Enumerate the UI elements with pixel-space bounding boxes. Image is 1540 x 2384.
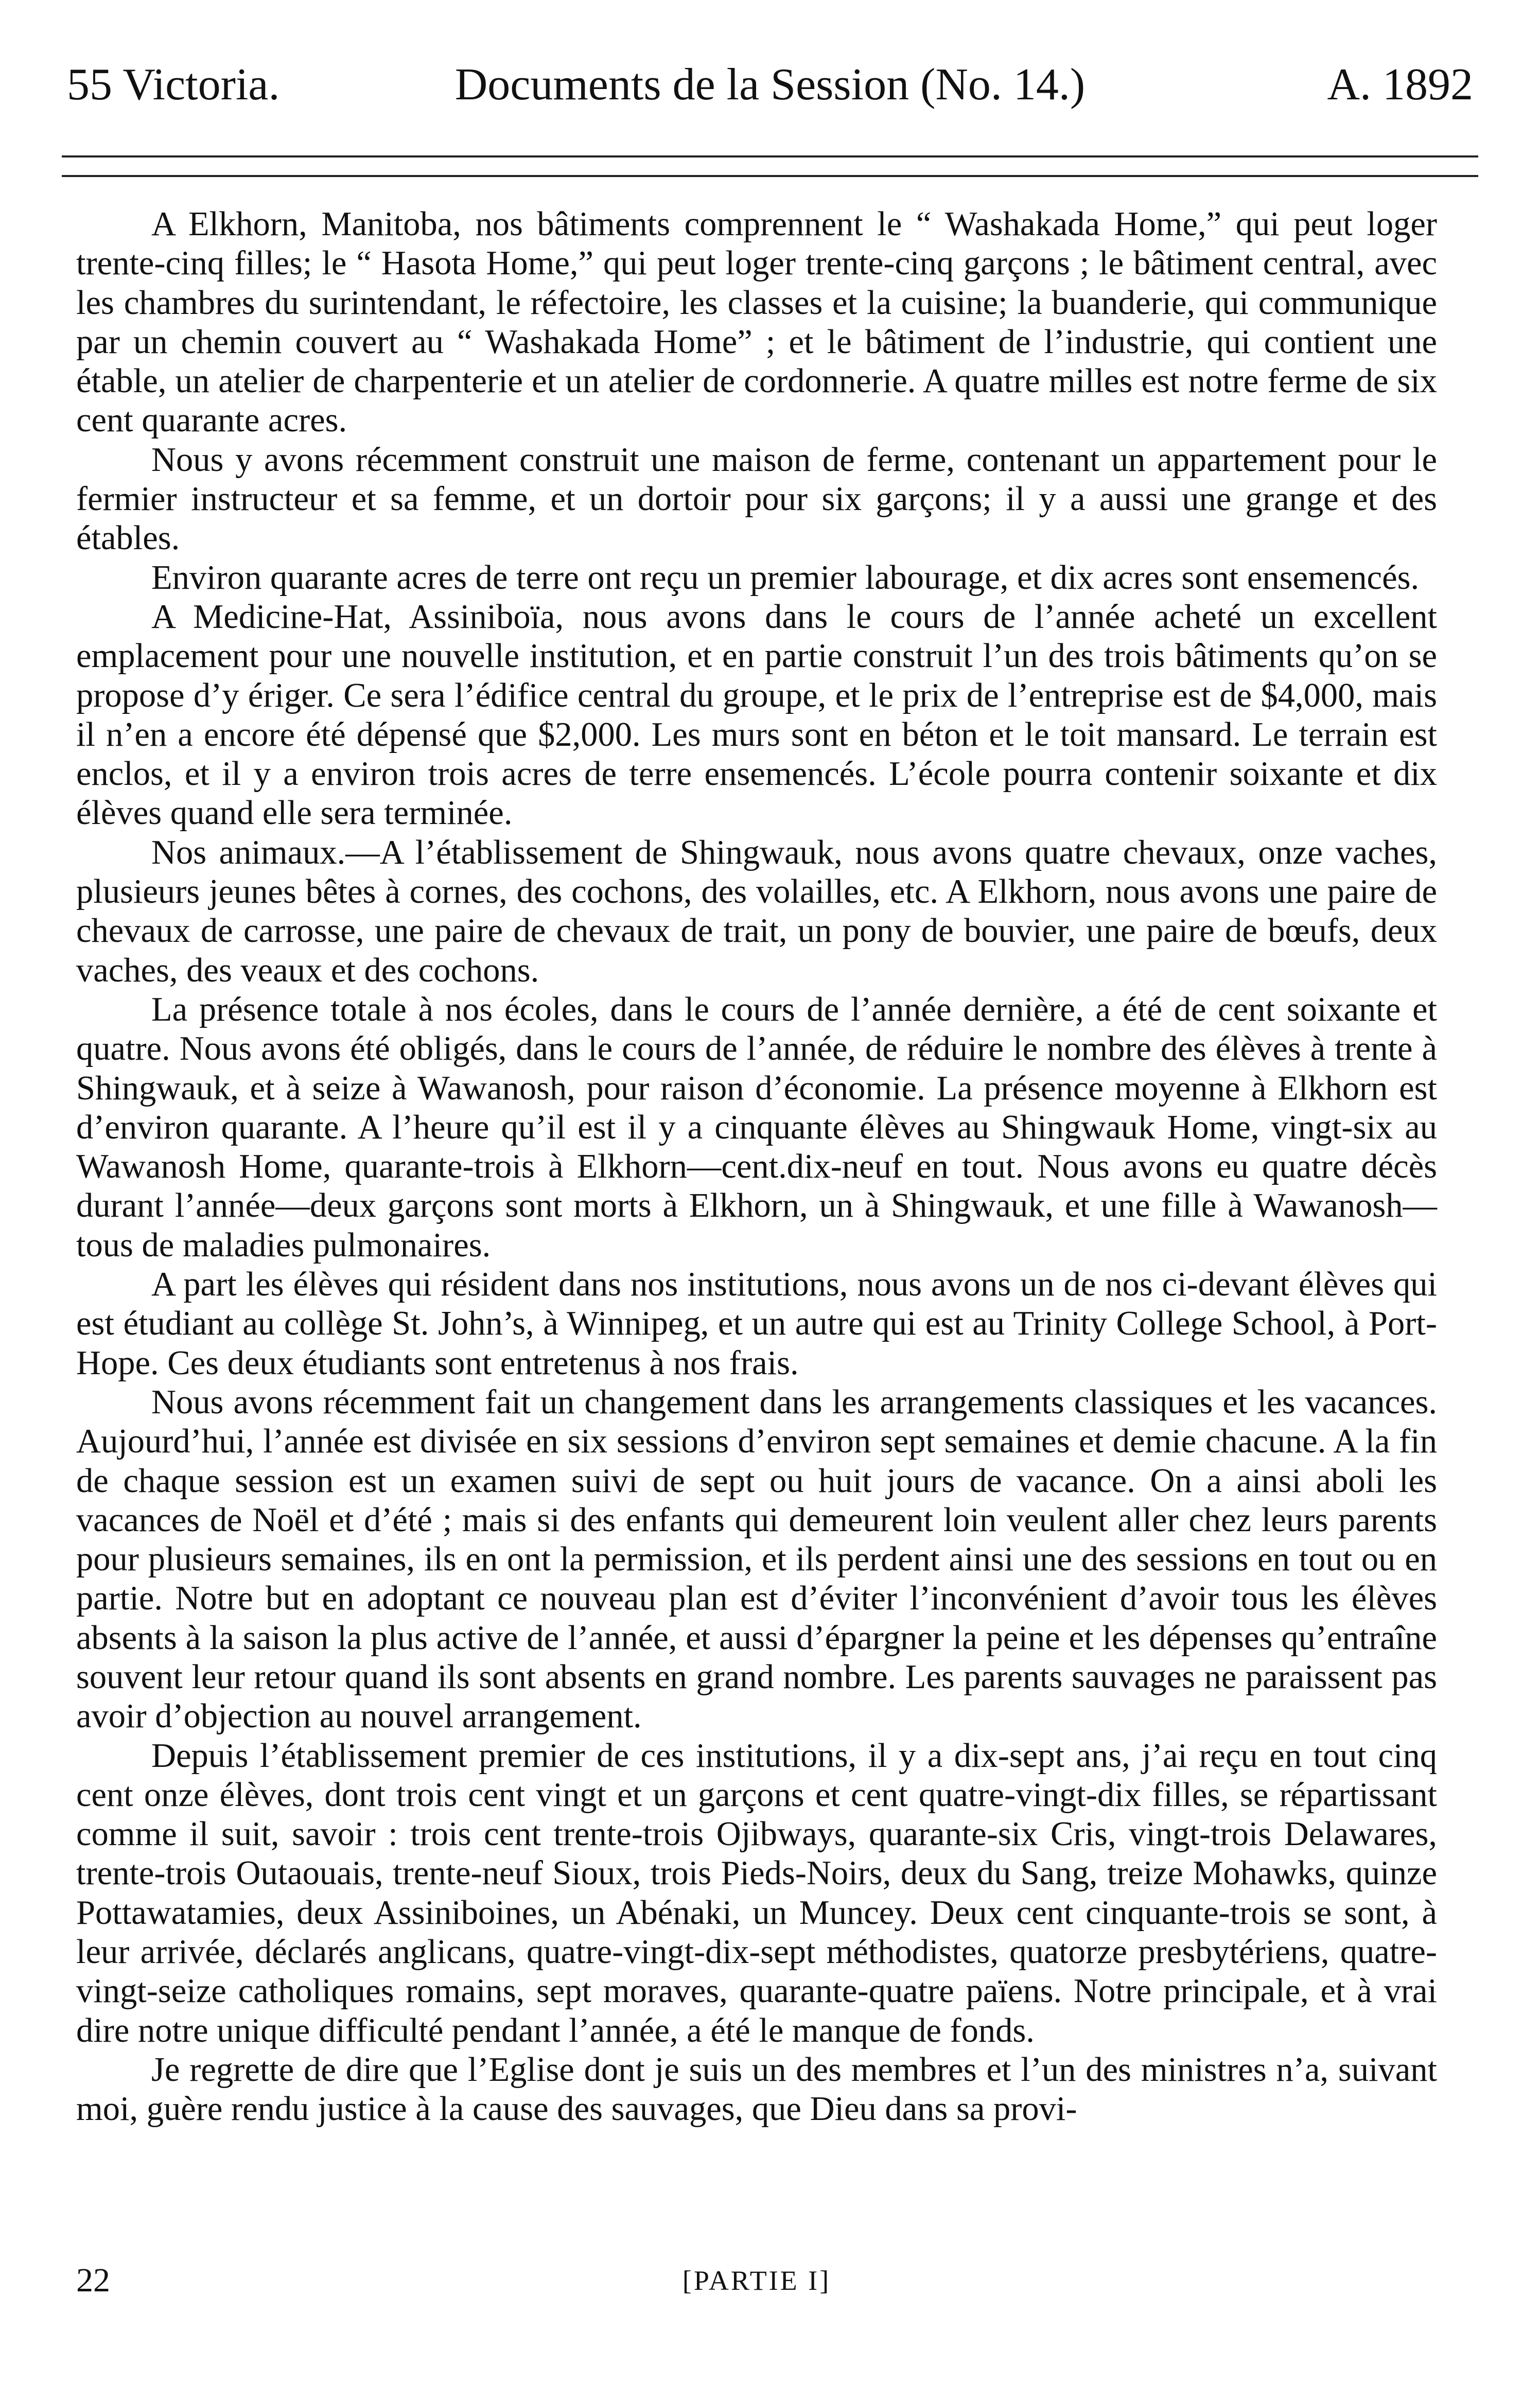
page-footer <box>76 2257 1437 2304</box>
page-number: 22 <box>76 2262 110 2299</box>
paragraph-farm-house: Nous y avons récemment construit une maison de ferme, contenant un appartement pour le fermier instructeur et sa femme, et un dortoir pour six garçons; il y a aussi une grange et des étables. <box>76 441 1437 557</box>
header-regnal-year: 55 Victoria. <box>67 60 280 110</box>
paragraph-vacations: Nous avons récemment fait un changement dans les arrangements classiques et les vacances. Aujourd’hui, l’année est divisée en six sessions d’environ sept semaines et demie chacune. A la fin de chaque session est un examen suivi de sept ou huit jours de vacance. On a ainsi aboli les vacances de Noël et d’été ; mais si des enfants qui demeurent loin veulent aller chez leurs parents pour plusieurs semaines, ils en ont la permission, et ils perdent ainsi une des sessions en tout ou en partie. Notre but en adoptant ce nouveau plan est d’éviter l’inconvénient d’avoir tous les élèves absents à la saison la plus active de l’année, et aussi d’épargner la peine et les dépenses qu’entraîne souvent leur retour quand ils sont absents en grand nombre. Les parents sauvages ne paraissent pas avoir d’objection au nouvel arrangement. <box>76 1383 1437 1736</box>
header-year: A. 1892 <box>1327 60 1473 110</box>
part-label: [PARTIE I] <box>682 2265 831 2296</box>
header-rule-bottom <box>62 175 1478 177</box>
running-header <box>67 57 1473 113</box>
paragraph-former-pupils: A part les élèves qui résident dans nos institutions, nous avons un de nos ci-devant élèves qui est étudiant au collège St. John’s, à Winnipeg, et un autre qui est au Trinity College School, à Port-Hope. Ces deux étudiants sont entretenus à nos frais. <box>76 1266 1437 1382</box>
paragraph-elkhorn-buildings: A Elkhorn, Manitoba, nos bâtiments comprennent le “ Washakada Home,” qui peut loger trente-cinq filles; le “ Hasota Home,” qui peut loger trente-cinq garçons ; le bâtiment central, avec les chambres du surintendant, le réfectoire, les classes et la cuisine; la buanderie, qui communique par un chemin couvert au “ Washakada Home” ; et le bâtiment de l’industrie, qui contient une étable, un atelier de charpenterie et un atelier de cordonnerie. A quatre milles est notre ferme de six cent quarante acres. <box>76 205 1437 440</box>
paragraph-attendance: La présence totale à nos écoles, dans le cours de l’année dernière, a été de cent soixante et quatre. Nous avons été obligés, dans le cours de l’année, de réduire le nombre des élèves à trente à Shingwauk, et à seize à Wawanosh, pour raison d’économie. La présence moyenne à Elkhorn est d’environ quarante. A l’heure qu’il est il y a cinquante élèves au Shingwauk Home, vingt-six au Wawanosh Home, quarante-trois à Elkhorn—cent.dix-neuf en tout. Nous avons eu quatre décès durant l’année—deux garçons sont morts à Elkhorn, un à Shingwauk, et une fille à Wawanosh—tous de maladies pulmonaires. <box>76 990 1437 1264</box>
body-text <box>76 205 1437 2129</box>
header-rule-top <box>62 155 1478 157</box>
paragraph-ploughing: Environ quarante acres de terre ont reçu un premier labourage, et dix acres sont ensemencés. <box>151 558 1420 597</box>
paragraph-medicine-hat: A Medicine-Hat, Assiniboïa, nous avons dans le cours de l’année acheté un excellent emplacement pour une nouvelle institution, et en partie construit l’un des trois bâtiments qu’on se propose d’y ériger. Ce sera l’édifice central du groupe, et le prix de l’entreprise est de $4,000, mais il n’en a encore été dépensé que $2,000. Les murs sont en béton et le toit mansard. Le terrain est enclos, et il y a environ trois acres de terre ensemencés. L’école pourra contenir soixante et dix élèves quand elle sera terminée. <box>76 598 1437 832</box>
header-document-title: Documents de la Session (No. 14.) <box>454 60 1086 110</box>
paragraph-pupil-statistics: Depuis l’établissement premier de ces institutions, il y a dix-sept ans, j’ai reçu en tout cinq cent onze élèves, dont trois cent vingt et un garçons et cent quatre-vingt-dix filles, se répartissant comme il suit, savoir : trois cent trente-trois Ojibways, quarante-six Cris, vingt-trois Delawares, trente-trois Outaouais, trente-neuf Sioux, trois Pieds-Noirs, deux du Sang, treize Mohawks, quinze Pottawatamies, deux Assiniboines, un Abénaki, un Muncey. Deux cent cinquante-trois se sont, à leur arrivée, déclarés anglicans, quatre-vingt-dix-sept méthodistes, quatorze presbytériens, quatre-vingt-seize catholiques romains, sept moraves, quarante-quatre païens. Notre principale, et à vrai dire notre unique difficulté pendant l’année, a été le manque de fonds. <box>76 1737 1437 2049</box>
paragraph-church-regret: Je regrette de dire que l’Eglise dont je suis un des membres et l’un des ministres n’a, suivant moi, guère rendu justice à la cause des sauvages, que Dieu dans sa provi- <box>76 2050 1437 2128</box>
paragraph-animals: Nos animaux.—A l’établissement de Shingwauk, nous avons quatre chevaux, onze vaches, plusieurs jeunes bêtes à cornes, des cochons, des volailles, etc. A Elkhorn, nous avons une paire de chevaux de carrosse, une paire de chevaux de trait, un pony de bouvier, une paire de bœufs, deux vaches, des veaux et des cochons. <box>76 833 1437 989</box>
